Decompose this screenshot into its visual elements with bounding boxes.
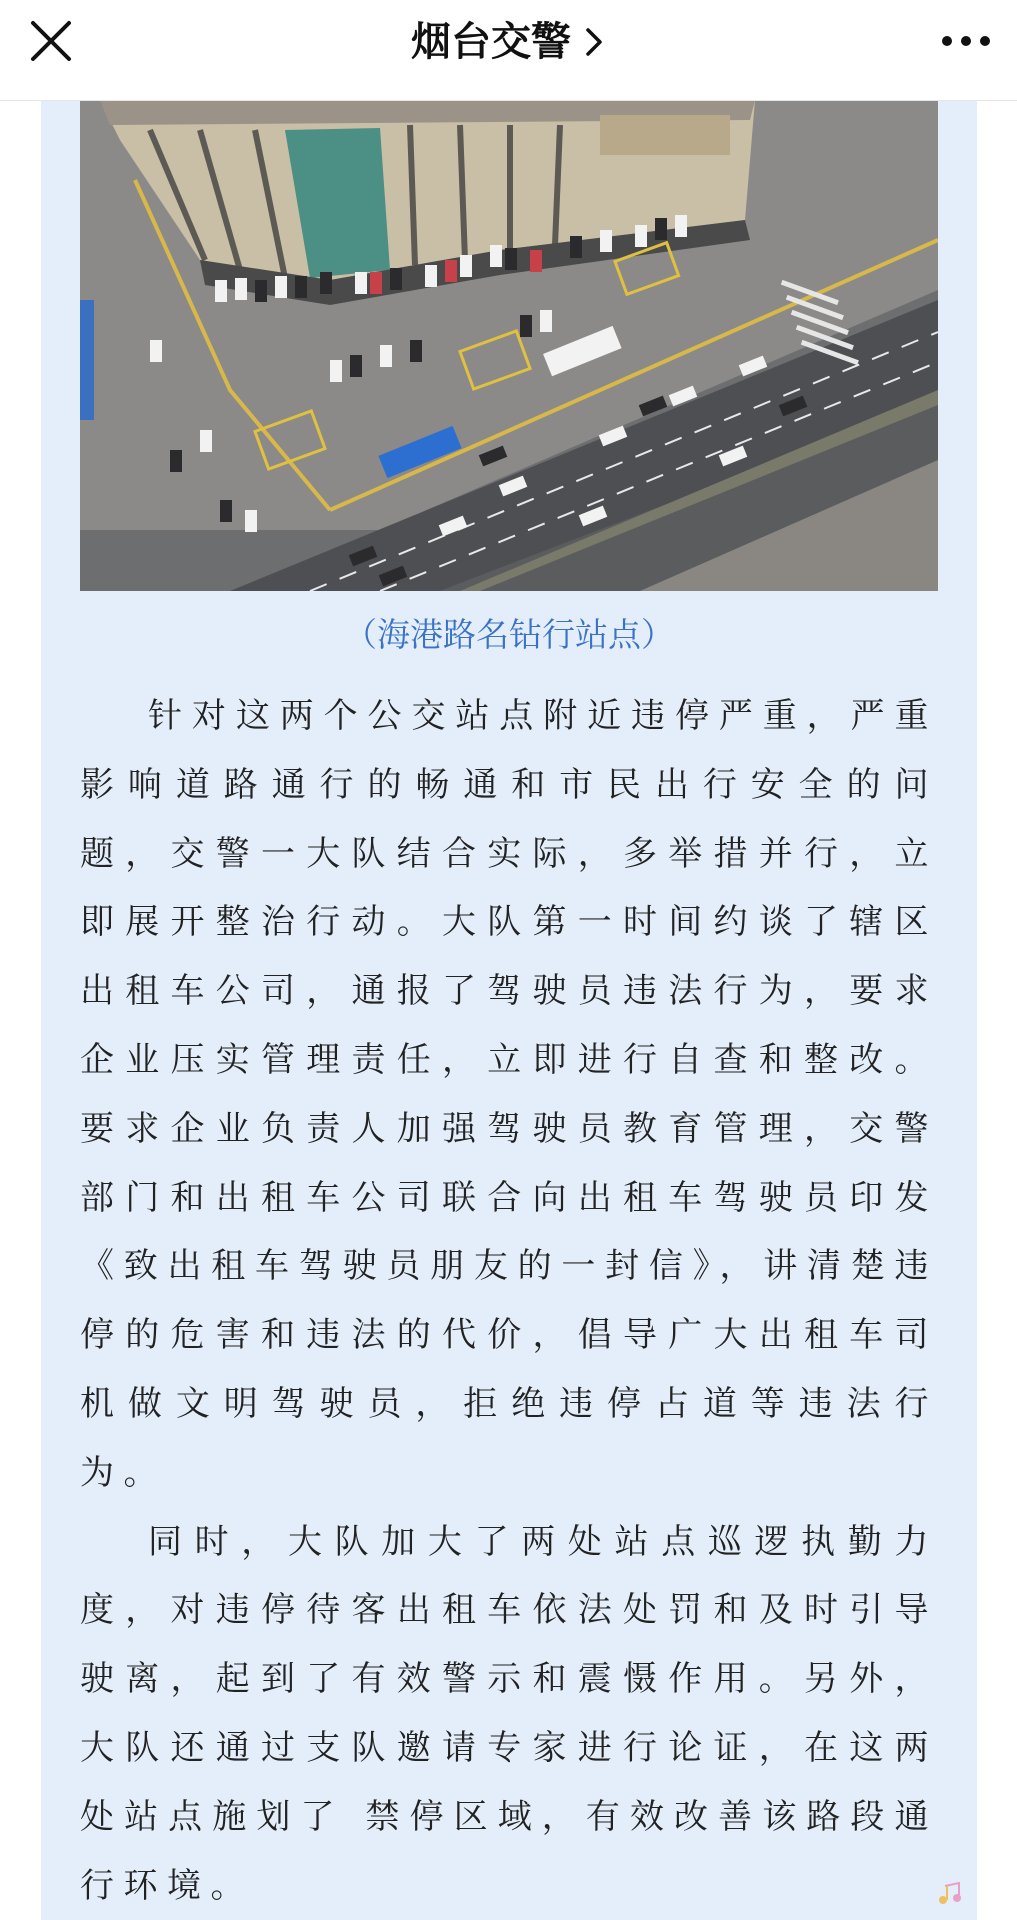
aerial-street-photo <box>80 100 938 591</box>
article-paragraph-2: 同时，大队加大了两处站点巡逻执勤力度，对违停待客出租车依法处罚和及时引导驶离，起到了有效警示和震慑作用。另外，大队还通过支队邀请专家进行论证，在这两处站点施划了 禁停区域，有效改善该路段通行环境。 <box>80 1521 938 1906</box>
chevron-right-icon[interactable] <box>582 24 606 60</box>
music-note-icon[interactable] <box>935 1882 965 1906</box>
article-paragraph-1: 针对这两个公交站点附近违停严重，严重影响道路通行的畅通和市民出行安全的问题，交警一大队结合实际，多举措并行，立即展开整治行动。大队第一时间约谈了辖区出租车公司，通报了驾驶员违法行为，要求企业压实管理责任，立即进行自查和整改。要求企业负责人加强驾驶员教育管理，交警部门和出租车公司联合向出租车驾驶员印发《致出租车驾驶员朋友的一封信》，讲清楚违停的危害和违法的代价，倡导广大出租车司机做文明驾驶员，拒绝违停占道等违法行为。 <box>80 696 938 1493</box>
article-body <box>80 682 938 1920</box>
title-area <box>0 14 1017 70</box>
image-caption: （海港路名钻行站点） <box>344 615 674 654</box>
account-title[interactable]: 烟台交警 <box>410 19 571 65</box>
top-nav-bar <box>0 0 1017 101</box>
article-panel <box>41 100 977 1920</box>
more-icon[interactable] <box>939 24 993 58</box>
